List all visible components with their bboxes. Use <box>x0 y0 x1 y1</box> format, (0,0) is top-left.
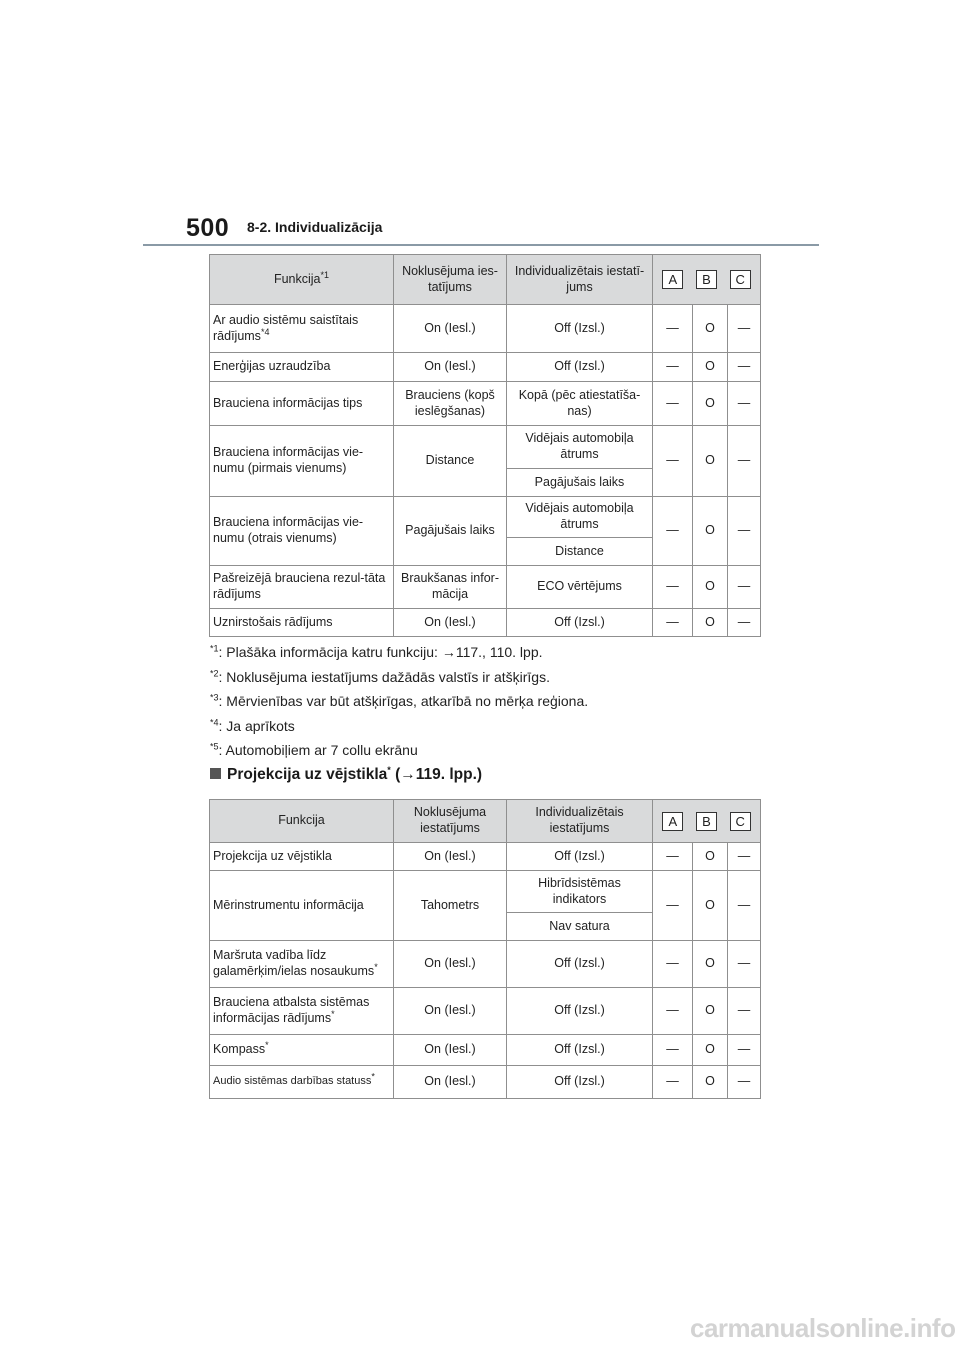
header-custom: Individualizētais iestatī-jums <box>507 255 653 305</box>
row-a: — <box>653 353 693 382</box>
header-abc <box>653 255 761 305</box>
column-a-label: A <box>662 812 683 831</box>
row-function: Brauciena informācijas tips <box>210 382 394 426</box>
row-default: On (Iesl.) <box>394 1066 507 1099</box>
row-b: O <box>693 1066 728 1099</box>
header-function: Funkcija <box>210 800 394 843</box>
table-header-row <box>210 800 761 843</box>
row-default: On (Iesl.) <box>394 1035 507 1066</box>
table-row <box>210 305 761 353</box>
row-custom-option: Distance <box>507 538 653 566</box>
row-function: Enerģijas uzraudzība <box>210 353 394 382</box>
table-row <box>210 382 761 426</box>
row-custom: ECO vērtējums <box>507 566 653 609</box>
row-function: Brauciena informācijas vie-numu (pirmais vienums) <box>210 426 394 497</box>
header-function: Funkcija$^{*1}$ <box>210 255 394 305</box>
row-function: Maršruta vadība līdz galamērķim/ielas nosaukums* <box>210 941 394 988</box>
table-row <box>210 566 761 609</box>
row-default: On (Iesl.) <box>394 941 507 988</box>
row-c: — <box>728 843 761 871</box>
row-custom-option: Nav satura <box>507 913 653 941</box>
table-row <box>210 941 761 988</box>
row-custom: Off (Izsl.) <box>507 353 653 382</box>
row-c: — <box>728 941 761 988</box>
settings-table-1 <box>209 254 761 637</box>
row-a: — <box>653 1066 693 1099</box>
table-row <box>210 1035 761 1066</box>
row-default: On (Iesl.) <box>394 988 507 1035</box>
section-title: 8-2. Individualizācija <box>247 219 383 235</box>
column-b-label: B <box>696 812 717 831</box>
footnote: $^{*3}$: Mērvienības var būt atšķirīgas, atkarībā no mērķa reģiona. <box>210 692 589 709</box>
row-a: — <box>653 609 693 637</box>
row-b: O <box>693 497 728 566</box>
header-custom: Individualizētais iestatījums <box>507 800 653 843</box>
page-number: 500 <box>186 214 230 242</box>
column-c-label: C <box>730 812 751 831</box>
row-a: — <box>653 843 693 871</box>
row-function: Mērinstrumentu informācija <box>210 871 394 941</box>
row-function: Uznirstošais rādījums <box>210 609 394 637</box>
row-b: O <box>693 353 728 382</box>
row-a: — <box>653 871 693 941</box>
column-c-label: C <box>730 270 751 289</box>
row-custom: Off (Izsl.) <box>507 941 653 988</box>
footnote: $^{*5}$: Automobiļiem ar 7 collu ekrānu <box>210 741 418 758</box>
row-default: On (Iesl.) <box>394 843 507 871</box>
settings-table-2 <box>209 799 761 1099</box>
row-function: Projekcija uz vējstikla <box>210 843 394 871</box>
table-row <box>210 1066 761 1099</box>
row-b: O <box>693 843 728 871</box>
row-a: — <box>653 305 693 353</box>
table-row <box>210 609 761 637</box>
row-b: O <box>693 305 728 353</box>
row-c: — <box>728 305 761 353</box>
table-row <box>210 353 761 382</box>
row-b: O <box>693 941 728 988</box>
row-default: Braukšanas infor-mācija <box>394 566 507 609</box>
watermark: carmanualsonline.info <box>690 1313 956 1343</box>
row-c: — <box>728 1066 761 1099</box>
table-header-row <box>210 255 761 305</box>
header-default: Noklusējuma iestatījums <box>394 800 507 843</box>
row-custom: Off (Izsl.) <box>507 1066 653 1099</box>
header-abc <box>653 800 761 843</box>
row-c: — <box>728 1035 761 1066</box>
row-c: — <box>728 382 761 426</box>
row-default: Tahometrs <box>394 871 507 941</box>
table-row <box>210 426 761 469</box>
row-default: On (Iesl.) <box>394 609 507 637</box>
row-b: O <box>693 871 728 941</box>
footnotes <box>210 640 588 763</box>
row-custom-option: Hibrīdsistēmas indikators <box>507 871 653 913</box>
row-function: Kompass* <box>210 1035 394 1066</box>
row-function: Pašreizējā brauciena rezul-tāta rādījums <box>210 566 394 609</box>
row-custom: Off (Izsl.) <box>507 988 653 1035</box>
footnote: $^{*2}$: Noklusējuma iestatījums dažādās valstīs ir atšķirīgs. <box>210 667 550 685</box>
footnote: $^{*4}$: Ja aprīkots <box>210 716 295 734</box>
row-default: On (Iesl.) <box>394 353 507 382</box>
table-row <box>210 988 761 1035</box>
row-a: — <box>653 988 693 1035</box>
row-c: — <box>728 871 761 941</box>
row-function: Brauciena atbalsta sistēmas informācijas rādījums* <box>210 988 394 1035</box>
subsection-heading: Projekcija uz vējstikla* (→119. lpp.) <box>210 766 482 784</box>
row-custom: Off (Izsl.) <box>507 843 653 871</box>
table-row <box>210 843 761 871</box>
row-c: — <box>728 426 761 497</box>
row-custom: Off (Izsl.) <box>507 1035 653 1066</box>
row-a: — <box>653 382 693 426</box>
row-default: On (Iesl.) <box>394 305 507 353</box>
table-row <box>210 871 761 913</box>
row-b: O <box>693 1035 728 1066</box>
footnote: $^{*1}$: Plašāka informācija katru funkciju: →117., 110. lpp. <box>210 643 543 660</box>
column-a-label: A <box>662 270 683 289</box>
row-c: — <box>728 566 761 609</box>
row-b: O <box>693 566 728 609</box>
row-function: Brauciena informācijas vie-numu (otrais vienums) <box>210 497 394 566</box>
row-custom-option: Pagājušais laiks <box>507 469 653 497</box>
square-bullet-icon <box>210 768 221 779</box>
row-custom-option: Vidējais automobiļa ātrums <box>507 497 653 538</box>
row-b: O <box>693 988 728 1035</box>
table-row <box>210 497 761 538</box>
row-custom: Kopā (pēc atiestatīša-nas) <box>507 382 653 426</box>
row-c: — <box>728 988 761 1035</box>
row-default: Brauciens (kopš ieslēgšanas) <box>394 382 507 426</box>
row-custom-option: Vidējais automobiļa ātrums <box>507 426 653 469</box>
header-divider <box>143 244 819 246</box>
row-a: — <box>653 941 693 988</box>
row-c: — <box>728 609 761 637</box>
row-custom: Off (Izsl.) <box>507 609 653 637</box>
row-a: — <box>653 566 693 609</box>
row-custom: Off (Izsl.) <box>507 305 653 353</box>
row-function: Audio sistēmas darbības statuss* <box>210 1066 394 1099</box>
row-a: — <box>653 497 693 566</box>
row-default: Distance <box>394 426 507 497</box>
row-c: — <box>728 353 761 382</box>
row-a: — <box>653 426 693 497</box>
row-a: — <box>653 1035 693 1066</box>
row-b: O <box>693 382 728 426</box>
column-b-label: B <box>696 270 717 289</box>
row-c: — <box>728 497 761 566</box>
header-default: Noklusējuma ies-tatījums <box>394 255 507 305</box>
row-default: Pagājušais laiks <box>394 497 507 566</box>
row-b: O <box>693 609 728 637</box>
row-function: Ar audio sistēmu saistītais rādījums$^{*4}$ <box>210 305 394 353</box>
row-b: O <box>693 426 728 497</box>
